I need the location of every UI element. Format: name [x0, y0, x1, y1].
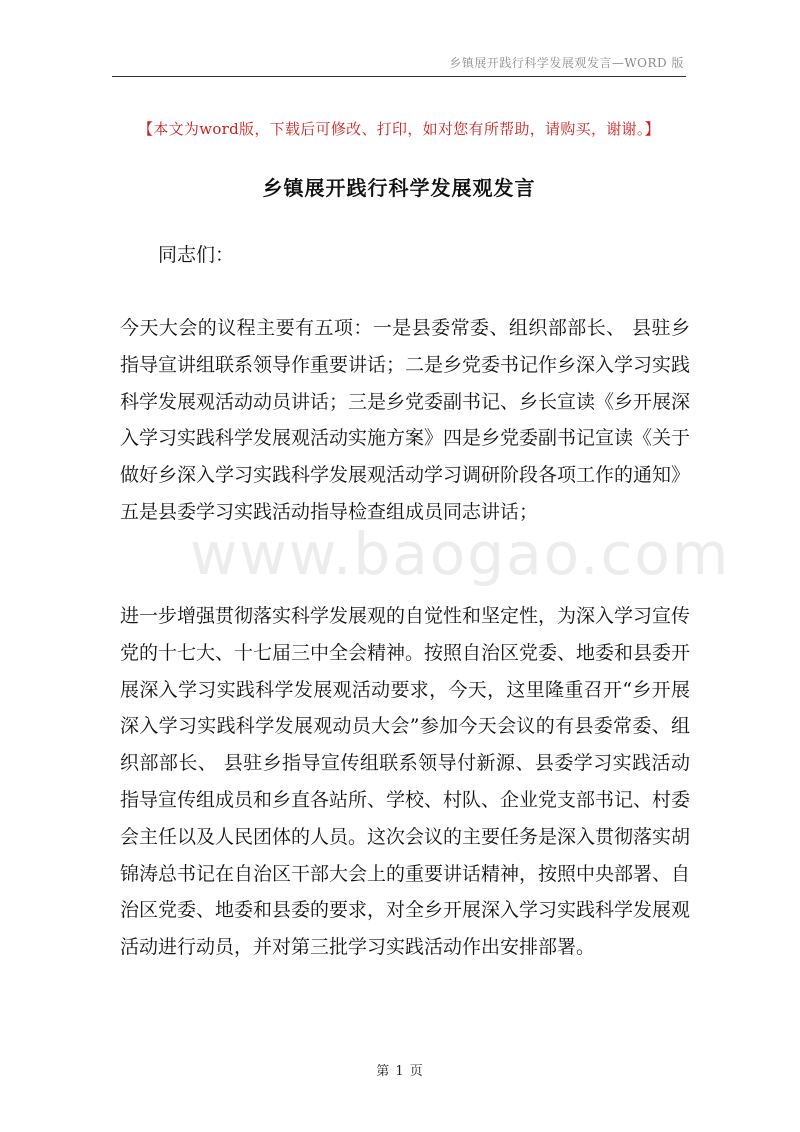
page-number: 第 1 页: [376, 1064, 424, 1079]
paragraph-agenda: 今天大会的议程主要有五项：一是县委常委、组织部部长、 县驻乡指导宣讲组联系领导作重要讲话；二是乡党委书记作乡深入学习实践科学发展观活动动员讲话；三是乡党委副书记、乡长宣读《乡开展深入学习实践科学发展观活动实施方案》四是乡党委副书记宣读《关于做好乡深入学习实践科学发展观活动学习调研阶段各项工作的通知》五是县委学习实践活动指导检查组成员同志讲话；: [120, 317, 691, 523]
greeting: 同志们：: [158, 244, 235, 266]
page-header: [112, 52, 686, 77]
running-title: 乡镇展开践行科学发展观发言—WORD 版: [449, 56, 684, 70]
watermark: www.baogao.com: [190, 520, 731, 588]
download-notice: 【本文为word版，下载后可修改、打印，如对您有所帮助，请购买，谢谢。】: [138, 120, 660, 138]
paragraph-purpose: 进一步增强贯彻落实科学发展观的自觉性和坚定性，为深入学习宣传党的十七大、十七届三中全会精神。按照自治区党委、地委和县委开展深入学习实践科学发展观活动要求，今天，这里隆重召开“乡开展深入学习实践科学发展观动员大会”参加今天会议的有县委常委、组织部部长、 县驻乡指导宣传组联系领导付新源、县委学习实践活动指导宣传组成员和乡直各站所、学校、村队、企业党支部书记、村委会主任以及人民团体的人员。这次会议的主要任务是深入贯彻落实胡锦涛总书记在自治区干部大会上的重要讲话精神，按照中央部署、自治区党委、地委和县委的要求，对全乡开展深入学习实践科学发展观活动进行动员，并对第三批学习实践活动作出安排部署。: [120, 605, 691, 959]
document-title: 乡镇展开践行科学发展观发言: [262, 176, 536, 200]
